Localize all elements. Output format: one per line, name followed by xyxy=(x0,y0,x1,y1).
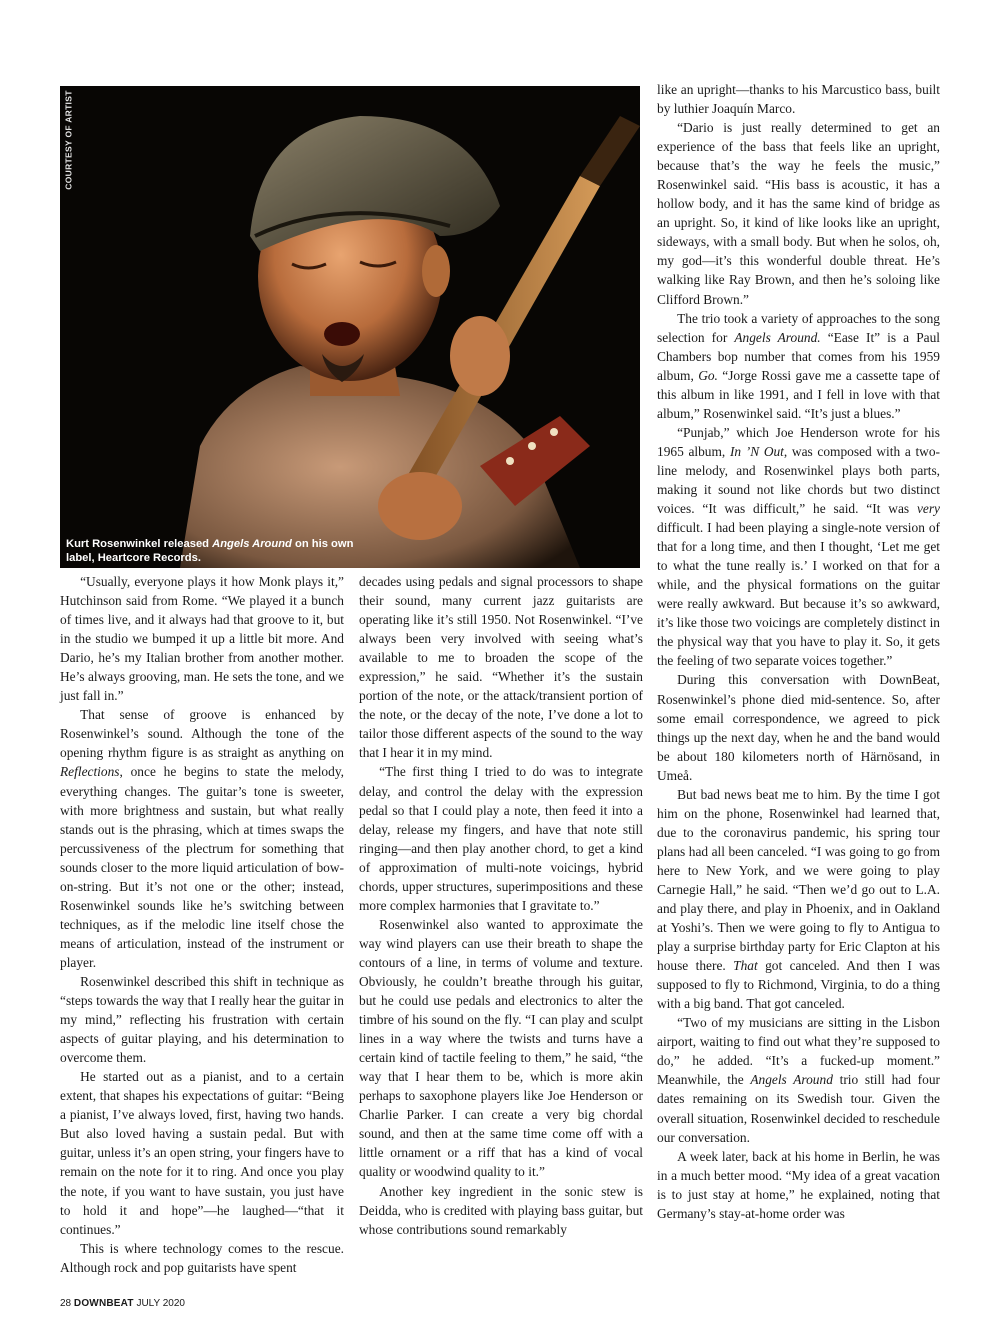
paragraph: “Dario is just really determined to get an experience of the bass that feels like an upright, because that’s the way he feels the music,” Rosenwinkel said. “His bass is acoustic, it has a hollow body, and it has the same kind of bridge as an upright. So, it kind of like looks like an upright, sideways, with a small body. But when he solos, oh, my god—it’s this wonderful double threat. He’s walking like Ray Brown, and then he’s soloing like Clifford Brown.” xyxy=(657,120,940,307)
paragraph: Rosenwinkel also wanted to approximate the way wind players can use their breath to shape the contours of a line, in terms of volume and texture. Obviously, he couldn’t breathe through his guitar, but he could use pedals and electronics to alter the timbre of his sound on the fly. “I can play and sculpt lines in a way where the twists and turns have a certain kind of tactile feeling to them,” he said, “the way that I hear them to be, which is more akin perhaps to saxophone players like Joe Henderson or Charlie Parker. I can create a very big chordal sound, and then at the same time come off with a little ornament or a riff that has a kind of vocal quality or woodwind quality to it.” xyxy=(359,916,643,1180)
issue-date: JULY 2020 xyxy=(136,1298,185,1309)
paragraph: like an upright—thanks to his Marcustico bass, built by luthier Joaquín Marco. xyxy=(657,82,940,117)
paragraph: During this conversation with DownBeat, Rosenwinkel’s phone died mid-sentence. So, after some email correspondence, we agreed to pick things up the next day, when he and the band would be about 180 kilometers north of Härnösand, in Umeå. xyxy=(657,672,940,783)
article-column-2 xyxy=(359,572,643,1239)
publication-name: DOWNBEAT xyxy=(73,1298,134,1309)
page-number: 28 xyxy=(60,1298,72,1309)
paragraph: Another key ingredient in the sonic stew is Deidda, who is credited with playing bass guitar, but whose contributions sound remarkably xyxy=(359,1183,643,1237)
article-column-3 xyxy=(657,80,940,1223)
photo-credit: COURTESY OF ARTIST xyxy=(64,90,75,190)
paragraph: Rosenwinkel described this shift in technique as “steps towards the way that I really hear the guitar in my mind,” reflecting his frustration with certain aspects of guitar playing, and his determination to overcome them. xyxy=(60,973,344,1066)
paragraph: The trio took a variety of approaches to the song selection for Angels Around. “Ease It” is a Paul Chambers bop number that comes from his 1959 album, Go. “Jorge Rossi gave me a cassette tape of this album in like 1991, and I fell in love with that album,” Rosenwinkel said. “It’s just a blues.” xyxy=(657,310,940,421)
photo-caption: Kurt Rosenwinkel released Angels Around on his own label, Heartcore Records. xyxy=(66,538,354,564)
article-photo xyxy=(60,86,640,568)
paragraph: “Usually, everyone plays it how Monk plays it,” Hutchinson said from Rome. “We played it a bunch of times live, and it always had that groove to it, but in the studio we bumped it up a little bit more. And Dario, he’s my Italian brother from another mother. He’s always grooving, man. He sets the tone, and we just fall in.” xyxy=(60,574,344,704)
paragraph: “The first thing I tried to do was to integrate delay, and control the delay with the expression pedal so that I could play a note, then feed it into a delay, release my fingers, and have that note still ringing—and then play another chord, to get a kind of approximation of multi-note voicings, hybrid chords, upper structures, superimpositions and these more complex harmonies that I gravitate to.” xyxy=(359,764,643,913)
paragraph: But bad news beat me to him. By the time I got him on the phone, Rosenwinkel had learned that, due to the coronavirus pandemic, his spring tour plans had all been canceled. “I was going to go from here to New York, and we were going to play Carnegie Hall,” he said. “Then we’d go out to L.A. and play there, and play in Phoenix, and in Oakland at Yoshi’s. Then we were going to fly to Antigua to play a surprise birthday party for Eric Clapton at his house there. That got canceled. And then I was supposed to fly to Richmond, Virginia, to do a thing with a big band. That got canceled. xyxy=(657,786,940,1012)
paragraph: This is where technology comes to the rescue. Although rock and pop guitarists have spent xyxy=(60,1240,344,1275)
paragraph: He started out as a pianist, and to a certain extent, that shapes his expectations of guitar: “Being a pianist, I’ve always loved, first, having two hands. But also loved having a sustain pedal. But with guitar, unless it’s an open string, your fingers have to remain on the note for it to ring. And once you play the note, if you want to have sustain, you just have to hold it and hope”—he laughed—“that it continues.” xyxy=(60,1069,344,1237)
paragraph: “Two of my musicians are sitting in the Lisbon airport, waiting to find out what they’re supposed to do,” he added. “It’s a fucked-up moment.” Meanwhile, the Angels Around trio still had four dates remaining on its Swedish tour. Given the overall situation, Rosenwinkel decided to reschedule our conversation. xyxy=(657,1015,940,1145)
paragraph: “Punjab,” which Joe Henderson wrote for his 1965 album, In ’N Out, was composed with a two-line melody, and Rosenwinkel plays both parts, making it sound not like chords but two distinct voices. “It was difficult,” he said. “It was very difficult. I had been playing a single-note version of that for a long time, and then I thought, ‘Let me get to what the tune really is.’ I worked on that for a while, and the physical formations on the guitar were really awkward. But because it’s so awkward, it’s like those two voicings are completely distinct in the physical way that you have to play it. So, it gets the feeling of two separate voices together.” xyxy=(657,424,940,669)
page-footer xyxy=(60,1298,185,1309)
paragraph: A week later, back at his home in Berlin, he was in a much better mood. “My idea of a great vacation is to just stay at home,” he explained, noting that Germany’s stay-at-home order was xyxy=(657,1148,940,1221)
paragraph: That sense of groove is enhanced by Rosenwinkel’s sound. Although the tone of the opening rhythm figure is as straight as anything on Reflections, once he begins to state the melody, everything changes. The guitar’s tone is sweeter, with more brightness and sustain, but what really stands out is the phrasing, which at times swaps the percussiveness of the plectrum for something that sounds closer to the more liquid articulation of bow-on-string. But it’s not one or the other; instead, Rosenwinkel sounds like he’s switching between techniques, as if the melodic line itself chose the means of articulation, instead of the instrument or player. xyxy=(60,707,344,970)
article-column-1 xyxy=(60,572,344,1277)
paragraph: decades using pedals and signal processors to shape their sound, many current jazz guitarists are operating like it’s still 1950. Not Rosenwinkel. “I’ve always been very involved with seeing what’s available to me to broaden the scope of the expression,” he said. “Whether it’s the sustain portion of the note, or the attack/transient portion of the note, or the decay of the note, I’ve done a lot to tailor those different aspects of the sound to the way that I hear it in my mind. xyxy=(359,574,643,761)
guitarist-photo xyxy=(60,86,640,568)
